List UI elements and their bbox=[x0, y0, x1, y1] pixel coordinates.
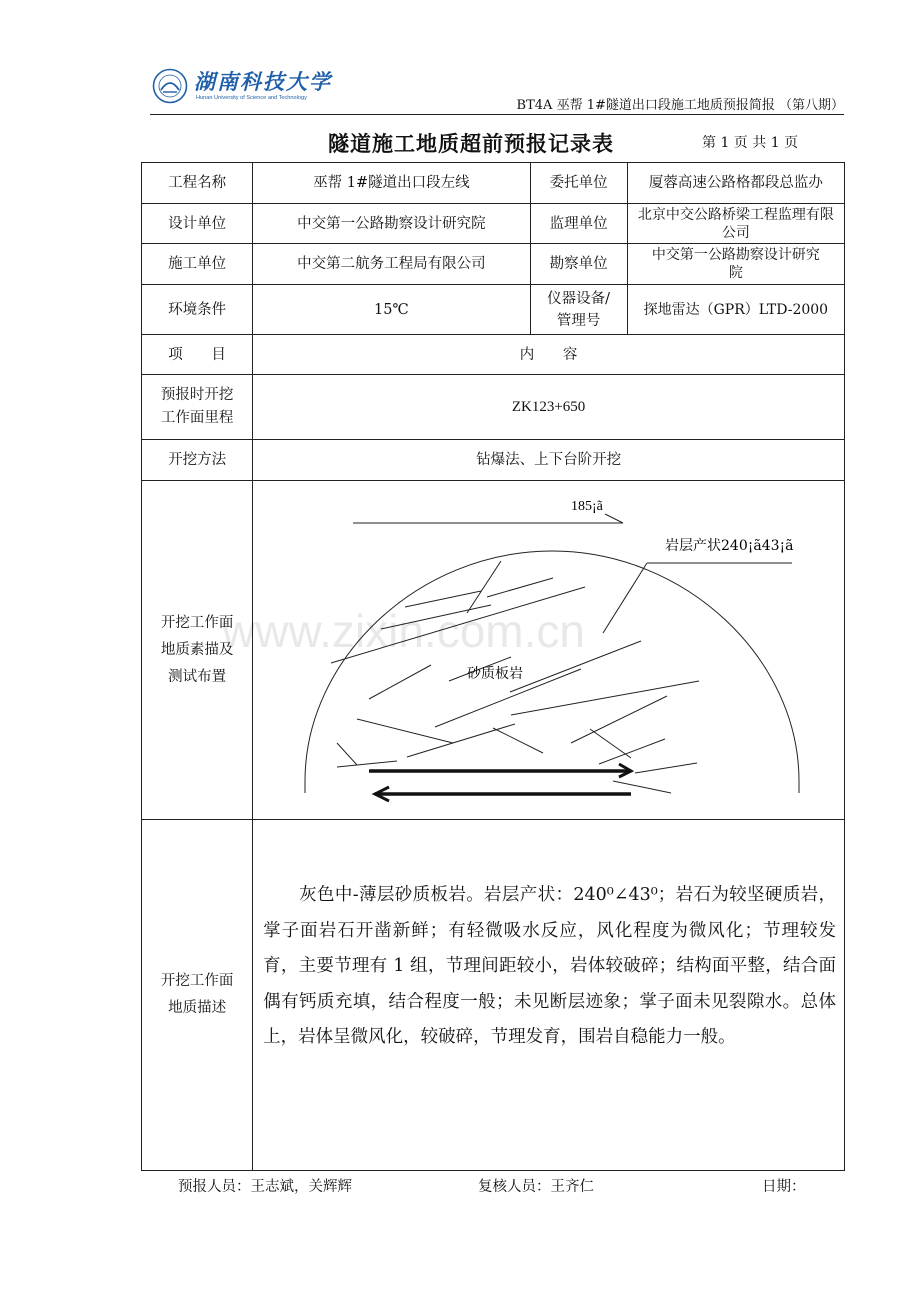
page-info: 第 1 页 共 1 页 bbox=[702, 135, 799, 151]
content-header: 内 容 bbox=[253, 335, 845, 375]
method-value: 钻爆法、上下台阶开挖 bbox=[253, 440, 845, 481]
attitude-label: 岩层产状240¡ã43¡ã bbox=[665, 538, 794, 554]
environment-value: 15℃ bbox=[253, 285, 530, 335]
equipment-value: 探地雷达（GPR）LTD-2000 bbox=[627, 285, 844, 335]
table-row bbox=[142, 163, 845, 204]
supervisor-label: 监理单位 bbox=[530, 204, 627, 244]
rock-type-label: 砂质板岩 bbox=[467, 666, 524, 682]
description-cell bbox=[253, 820, 845, 1171]
project-label: 工程名称 bbox=[142, 163, 253, 204]
reviewer: 复核人员：王齐仁 bbox=[478, 1179, 594, 1195]
header-divider bbox=[150, 114, 844, 115]
university-name: 湖南科技大学 bbox=[194, 69, 332, 94]
university-emblem-icon bbox=[152, 68, 188, 104]
date-label: 日期： bbox=[762, 1179, 806, 1195]
client-value: 厦蓉高速公路格都段总监办 bbox=[627, 163, 844, 204]
table-row bbox=[142, 335, 845, 375]
description-label: 开挖工作面地质描述 bbox=[142, 820, 253, 1171]
sketch-label: 开挖工作面地质素描及测试布置 bbox=[142, 481, 253, 820]
forecast-record-table bbox=[141, 162, 845, 1171]
design-value: 中交第一公路勘察设计研究院 bbox=[253, 204, 530, 244]
table-row bbox=[142, 285, 845, 335]
page-title: 隧道施工地质超前预报记录表 bbox=[328, 131, 614, 156]
watermark: www.zixin.com.cn bbox=[222, 605, 585, 657]
geology-description: 灰色中-薄层砂质板岩。岩层产状：240⁰∠43⁰；岩石为较坚硬质岩，掌子面岩石开凿新鲜；有轻微吸水反应，风化程度为微风化；节理较发育，主要节理有 1 组，节理间距较小，岩体较破碎；结构面平整，结合面偶有钙质充填，结合程度一般；未见断层迹象；掌子面未见裂隙水。总体上，岩体呈微风化，较破碎，节理发育，围岩自稳能力一般。 bbox=[263, 885, 836, 1047]
supervisor-value: 北京中交公路桥梁工程监理有限公司 bbox=[627, 204, 844, 244]
design-label: 设计单位 bbox=[142, 204, 253, 244]
survey-label: 勘察单位 bbox=[530, 244, 627, 285]
tunnel-face-outline bbox=[305, 551, 799, 793]
mileage-label: 预报时开挖工作面里程 bbox=[142, 375, 253, 440]
university-name-en: Hunan University of Science and Technology bbox=[196, 95, 307, 101]
direction-label: 185¡ã bbox=[571, 499, 604, 514]
project-value: 巫帮 1#隧道出口段左线 bbox=[253, 163, 530, 204]
university-logo bbox=[152, 66, 332, 110]
client-label: 委托单位 bbox=[530, 163, 627, 204]
environment-label: 环境条件 bbox=[142, 285, 253, 335]
forecaster: 预报人员：王志斌，关辉辉 bbox=[178, 1179, 352, 1195]
construction-label: 施工单位 bbox=[142, 244, 253, 285]
table-row bbox=[142, 440, 845, 481]
item-header: 项 目 bbox=[142, 335, 253, 375]
table-row bbox=[142, 244, 845, 285]
table-row bbox=[142, 204, 845, 244]
equipment-label: 仪器设备/管理号 bbox=[530, 285, 627, 335]
geology-sketch bbox=[253, 481, 845, 819]
method-label: 开挖方法 bbox=[142, 440, 253, 481]
table-row bbox=[142, 820, 845, 1171]
direction-tick bbox=[605, 514, 623, 523]
attitude-leader-line bbox=[603, 563, 647, 633]
construction-value: 中交第二航务工程局有限公司 bbox=[253, 244, 530, 285]
survey-value: 中交第一公路勘察设计研究院 bbox=[627, 244, 844, 285]
table-row bbox=[142, 481, 845, 820]
report-reference: BT4A 巫帮 1#隧道出口段施工地质预报简报 （第八期） bbox=[516, 98, 844, 113]
mileage-value: ZK123+650 bbox=[253, 375, 845, 440]
geology-sketch-cell bbox=[253, 481, 845, 820]
table-row bbox=[142, 375, 845, 440]
